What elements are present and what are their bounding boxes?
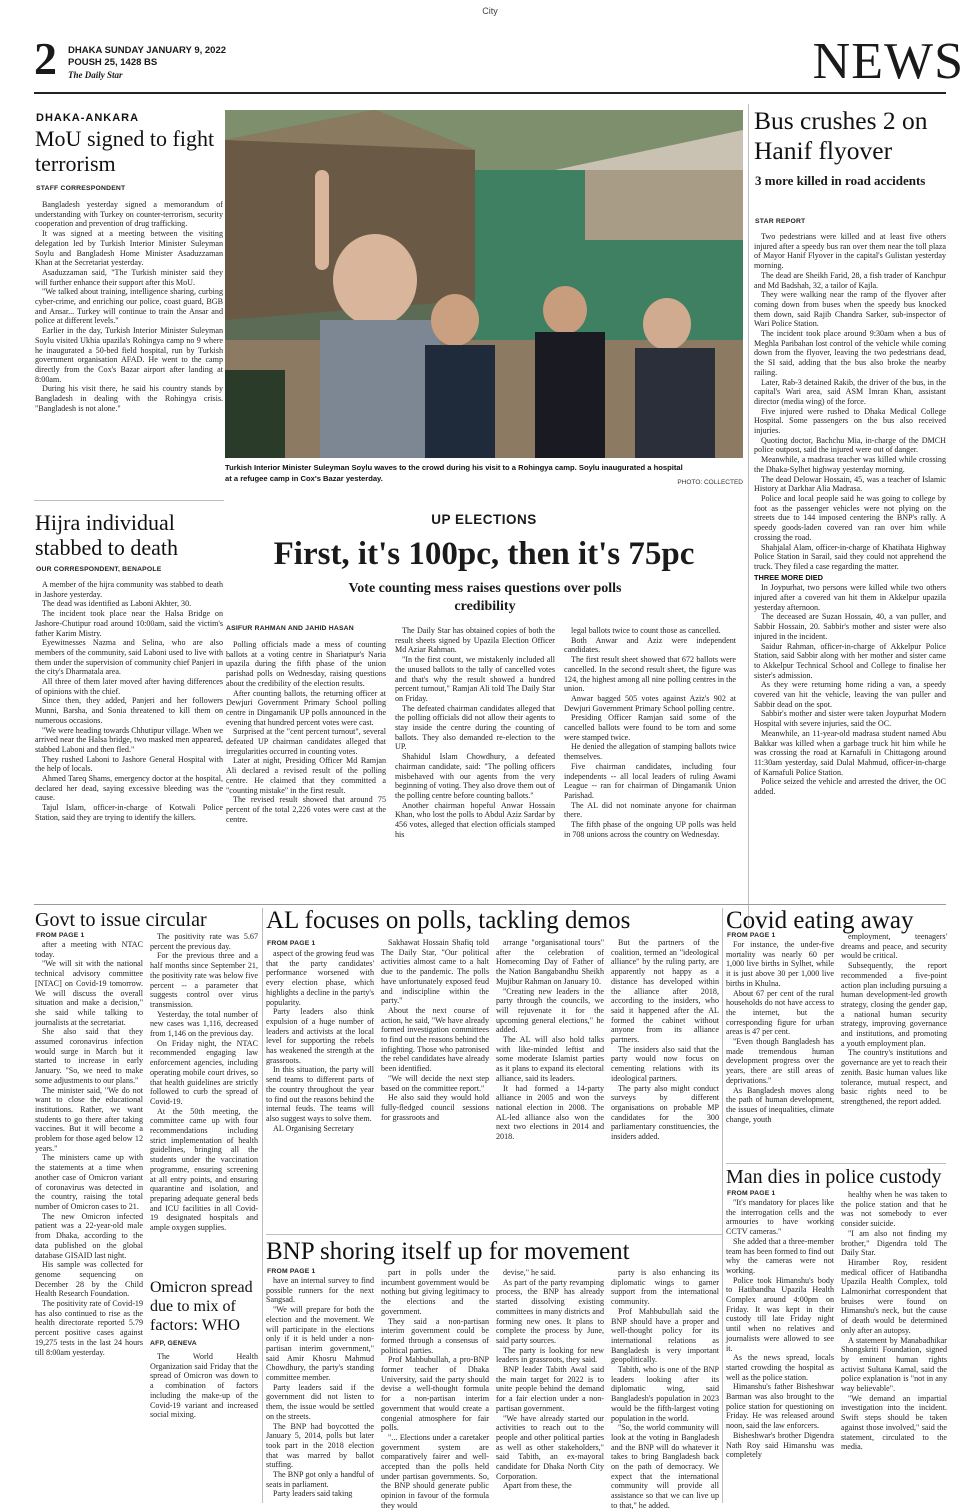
custody-headline: Man dies in police custody [726, 1166, 942, 1188]
bnp-col-3: devise," he said. As part of the party revamping process, the BNP has already started dissolving existing committees in many districts and forming new ones. It plans to complete the process by June, said party sources. The party is looking for new leaders in grassroots, they said. BNP leader Tabith Awal said the main target for 2022 is to unite people behind the demand for a fair election under a non-partisan government. "We have already started our activities to reach out to the people and other political parties as well as other stakeholders," said Tabith, an ex-mayoral candidate for Dhaka North City Corporation. Apart from these, the [496, 1268, 604, 1491]
omicron-byline: AFP, GENEVA [150, 1340, 197, 1347]
bnp-col-4: party is also enhancing its diplomatic wings to garner support from the international community. Prof Mahbubullah said the BNP should have a proper and well-thought policy for its international relations as Bangladesh is very important geopolitically. Tabith, who is one of the BNP leaders looking after its diplomatic wing, said Bangladesh's population in 2023 would be the fifth-largest voting population in the world. "So, the world community will look at the voting in Bangladesh and the BNP will do whatever it takes to bring Bangladesh back on the path of democracy. We expect that the international community will provide all assistance so that we can live up to that," he added. [611, 1268, 719, 1510]
bnp-col-2: part in polls under the incumbent government would be nothing but giving legitimacy to the elections and the government. They said a non-partisan interim government could be formed through a consensus of political parties. Prof Mahbubullah, a pro-BNP former teacher of Dhaka University, said the party should devise a well-thought formula for a non-partisan interim government that would create a congenial atmosphere for fair polls. "... Elections under a caretaker government system are comparatively fairer and well-accepted than the polls held under partisan governments. So, the BNP should generate public opinion in favour of the formula they would [381, 1268, 489, 1510]
govt-right-rule [262, 908, 263, 1503]
up-subhead: Vote counting mess raises questions over polls credibility [348, 581, 622, 614]
bus-subhead-three-died: THREE MORE DIED [754, 572, 823, 582]
bengali-date: POUSH 25, 1428 BS [68, 57, 158, 68]
bnp-col-1: have an internal survey to find possible runners for the next Sangsad. "We will prepare for both the election and the movement. We will participate in the elections only if it is held under a non-partisan interim government," said Amir Khosru Mahmud Chowdhury, the party's standing committee member. Party leaders said if the government did not listen to them, the issue would be settled on the streets. The BNP had boycotted the January 5, 2014, polls but later took part in the 2018 election that was marred by ballot stuffing. The BNP got only a handful of seats in parliament. Party leaders said taking [266, 1276, 374, 1499]
right-column-rule [748, 104, 749, 926]
paper-logo: The Daily Star [68, 70, 123, 80]
al-headline: AL focuses on polls, tackling demos [266, 907, 631, 934]
up-headline: First, it's 100pc, then it's 75pc [273, 536, 695, 572]
omicron-body: The World Health Organization said Friday that the spread of Omicron was down to a combination of factors including the make-up of the Covid-19 variant and increased social mixing. [150, 1352, 258, 1420]
mou-kicker: DHAKA-ANKARA [36, 112, 140, 124]
hijra-body: A member of the hijra community was stabbed to death in Jashore yesterday. The dead was identified as Laboni Akhter, 30. The incident took place near the Halsa Bridge on Jashore-Chutipur road around 10:00am, said the victim's father Karim Mistry. Eyewitnesses Nazma and Selina, who are also members of the community, said Laboni used to live with them under the supervision of community chief Panjeri in the city's Dharmatala area. All three of them later moved after having differences of opinions with the chief. Since then, they added, Panjeri and her followers Munni, Barsha, and Sonia threatened to kill them on numerous occasions. "We were heading towards Chhutipur village. When we arrived near the Halsa bridge, two masked men appeared, stabbed Laboni and then fled." They rushed Laboni to Jashore General Hospital with the help of locals. Ahmed Tareq Shams, emergency doctor at the hospital, declared her dead, saying excessive bleeding was the cause. Tajul Islam, officer-in-charge of Kotwali Police Station, said they are trying to identify the killers. [35, 580, 223, 822]
masthead-rule [34, 92, 946, 94]
masthead [34, 33, 964, 90]
mid-page-rule [34, 904, 946, 905]
hijra-byline: OUR CORRESPONDENT, BENAPOLE [36, 566, 162, 573]
covid-col-1: For instance, the under-five mortality was nearly 60 per 1,000 live births in Sylhet, while it is just above 30 per 1,000 live births in Khulna. About 67 per cent of the rural households do not have access to the internet, but the corresponding figure for urban areas is 47 per cent. "Even though Bangladesh has made tremendous human development progress over the years, there are still areas of deprivations." As Bangladesh moves along the path of human development, the issues of inequalities, climate change, youth [726, 940, 834, 1124]
date-line: DHAKA SUNDAY JANUARY 9, 2022 [68, 45, 227, 56]
section-banner: NEWS [812, 33, 964, 90]
covid-jump: FROM PAGE 1 [727, 932, 776, 939]
al-jump: FROM PAGE 1 [267, 940, 316, 947]
mou-headline: MoU signed to fight terrorism [35, 126, 215, 176]
hijra-headline: Hijra individual stabbed to death [35, 510, 178, 560]
al-col-3: arrange "organisational tours" after the celebration of Homecoming Day of Father of the Nation Bangabandhu Sheikh Mujibur Rahman on January 10. "Creating new leaders in the party through the councils, we will rejuvenate it for the upcoming general elections," he added. The AL will also hold talks with like-minded leftist and some moderate Islamist parties as it plans to expand its electoral alliance, said its leaders. It had formed a 14-party alliance in 2005 and won the national election in 2008. The AL-led alliance also won the next two elections in 2014 and 2018. [496, 938, 604, 1142]
up-kicker: UP ELECTIONS [431, 512, 537, 527]
news-photo [225, 110, 743, 458]
mou-byline: STAFF CORRESPONDENT [36, 185, 126, 192]
up-byline: ASIFUR RAHMAN AND JAHID HASAN [226, 625, 354, 632]
custody-jump: FROM PAGE 1 [727, 1190, 776, 1197]
covid-col-2: employment, teenagers' dreams and peace, and security would be critical. Subsequently, the report recommended a five-point action plan including pursuing a human development-led growth strategy, closing the gender gap, a national human security strategy, improving governance and institutions, and promoting a youth employment plan. The country's institutions and governance are yet to reach their zenith. Basic human values like tolerance, mutual respect, and basic rights need to be strengthened, the report added. [841, 932, 947, 1106]
up-col-1: Polling officials made a mess of counting ballots at a voting centre in Shariatpur's Naria upazila during the fifth phase of the union parishad polls on Wednesday, raising questions about the credibility of the election results. After counting ballots, the returning officer at Dewjuri Government Primary School polling centre in Dingamanik UP polls announced in the evening that hundred percent votes were cast. Surprised at the "cent percent turnout", several defeated UP chairman candidates alleged that irregularities occurred in counting votes. Later at night, Presiding Officer Md Ramjan Ali declared a revised result of the polling centre. He claimed that they committed a "counting mistake" in the first result. The revised result showed that around 75 percent of the total 2,226 votes were cast at the centre. [226, 640, 386, 824]
govt-col-2: The positivity rate was 5.67 percent the previous day. For the previous three and a half months since September 21, the positivity rate was below five percent -- a parameter that suggests control over virus transmission. Yesterday, the total number of new cases was 1,116, decreased from 1,146 on the previous day. On Friday night, the NTAC recommended engaging law enforcement agencies, including operating mobile court drives, so that health guidelines are strictly followed to curb the spread of Covid-19. At the 50th meeting, the committee came up with four recommendations including strict implementation of health guidelines, bringing all the students under the vaccination programme, ensuring screening at all entry points, and ensuring quarantine and isolation, and preparing adequate general beds and ICU facilities in all Covid-19 designated hospitals and ample oxygen supplies. [150, 932, 258, 1233]
custody-col-1: "It's mandatory for places like the interrogation cells and the armouries to have working CCTV cameras." She added that a three-member team has been formed to find out why the cameras were not working. Police took Himanshu's body to Hatibandha Upazila Health Complex around 4:00pm on Friday. It was kept in their custody till late Friday night until when no relatives and journalists were allowed to see it. As the news spread, locals started crowding the hospital as well as the police station. Himanshu's father Bisheshwar Barman was also brought to the police station for questioning on Friday. He was released around noon, said the law enforcers. Bisheshwar's brother Digendra Nath Roy said Himanshu was completely [726, 1198, 834, 1460]
bus-subhead: 3 more killed in road accidents [755, 173, 926, 188]
govt-jump: FROM PAGE 1 [36, 932, 85, 939]
photo-credit: PHOTO: COLLECTED [677, 479, 743, 486]
omicron-headline: Omicron spread due to mix of factors: WHO [150, 1279, 253, 1334]
covid-headline: Covid eating away [726, 907, 914, 934]
al-col-2: Sakhawat Hossain Shafiq told The Daily Star, "Our political activities almost came to a halt due to the pandemic. The polls have unfortunately exposed feud and indiscipline within the party." About the next course of action, he said, "We have already formed investigation committees to find out the reasons behind the infighting. Those who patronised the rebel candidates have already been identified. "We will decide the next step based on the committee report." He also said they would hold fully-fledged council sessions for grassroots and [381, 938, 489, 1122]
al-col-1: aspect of the growing feud was that the party candidates' performance worsened with every election phase, which highlights a decline in the party's popularity. Party leaders also think expulsion of a huge number of leaders and activists at the local level for supporting the rebels has weakened the strength at the grassroots. In this situation, the party will send teams to different parts of the country throughout the year to find out the reasons behind the internal feuds. The teams will also suggest ways to solve them. AL Organising Secretary [266, 949, 374, 1133]
photo-illustration [225, 110, 743, 458]
up-col-2: The Daily Star has obtained copies of both the result sheets signed by Upazila Election Officer Md Aziar Rahman. "In the first count, we mistakenly included all the unused ballots to the tally of cancelled votes and that's why the result showed a hundred percent turnout," Ramjan Ali told The Daily Star on Friday. The defeated chairman candidates alleged that the polling officials did not allow their agents to stay inside the centre during the counting of ballots. They also demanded re-election to the UP. Shahidul Islam Chowdhury, a defeated chairman candidate, said: "The polling officers misbehaved with our agents from the very beginning of voting. They also drove them out of the polling centre before counting ballots." Another chairman hopeful Anwar Hossain Khan, who lost the polls to Abdul Aziz Sardar by 456 votes, alleged that election officials stamped his [395, 626, 555, 839]
al-bottom-rule [266, 1234, 722, 1235]
bnp-headline: BNP shoring itself up for movement [266, 1238, 630, 1265]
page-number: 2 [34, 33, 57, 84]
up-col-3: legal ballots twice to count those as cancelled. Both Anwar and Aziz were independent candidates. The first result sheet showed that 672 ballots were cancelled. In the second result sheet, the figure was 124, the highest among all nine polling centres in the union. Anwar bagged 505 votes against Aziz's 902 at Dewjuri Government Primary School polling centre. Presiding Officer Ramjan said some of the cancelled ballots were found to be torn and some were stamped twice. He denied the allegation of stamping ballots twice themselves. Five chairman candidates, including four independents -- all local leaders of ruling Awami League -- ran for chairman of Dingamanik Union Parishad. The AL did not nominate anyone for chairman there. The fifth phase of the ongoing UP polls was held in 708 unions across the country on Wednesday. [564, 626, 736, 839]
bnp-jump: FROM PAGE 1 [267, 1268, 316, 1275]
bus-byline: STAR REPORT [755, 218, 806, 225]
govt-headline: Govt to issue circular [35, 909, 207, 931]
mou-body: Bangladesh yesterday signed a memorandum of understanding with Turkey on counter-terrorism, security cooperation and prevention of drug trafficking. It was signed at a meeting between the visiting delegation led by Turkish Interior Minister Suleyman Soylu and Bangladesh Home Minister Asaduzzaman Khan at the Secretariat yesterday. Asaduzzaman said, "The Turkish minister said they will further enhance their support after this MoU. "We talked about training, intelligence sharing, curbing cyber-crime, and enriching our police, coast guard, BGB and Ansar... Turkey will continue to train the Ansar and police at different levels." Earlier in the day, Turkish Interior Minister Suleyman Soylu visited Ukhia upazila's Rohingya camp no 9 where he inaugurated a 50-bed field hospital, run by Turkish government organisation AFAD. He went to the camp directly from the Cox's Bazar airport after landing at 8:00am. During his visit there, he said his country stands by Bangladesh in dealing with the Rohingya crisis. "Bangladesh is not alone." [35, 200, 223, 413]
govt-col-1: after a meeting with NTAC today. "We will sit with the national technical advisory committee [NTAC] on Covid-19 tomorrow. We will discuss the overall situation and make a decision," she said while talking to journalists at the secretariat. She also said that they assumed coronavirus infection would surge in March but it started to increase in early January. "So, we need to make some adjustments to our plans." The minister said, "We do not want to close the educational institutions. Rather, we want students to go there after taking vaccines. But it will become a problem for those aged below 12 years." The ministers came up with the statements at a time when another case of Omicron variant of coronavirus was detected in the country, raising the total number of Omicron cases to 21. The new Omicron infected patient was a 22-year-old male from Dhaka, according to the data published on the global database GISAID last night. His sample was collected for genome sequencing on December 28 by the Child Health Research Foundation. The positivity rate of Covid-19 has also continued to rise as the health directorate reported 5.79 percent positive cases against 19,275 tests in the last 24 hours till 8:00am yesterday. [35, 940, 143, 1357]
mou-bottom-rule [34, 500, 224, 501]
custody-col-2: healthy when he was taken to the police station and that he was not somebody to ever consider suicide. "I am also not finding my brother," Digendra told The Daily Star. Hiramber Roy, resident medical officer of Hatibandha Upazila Health Complex, told Lalmonirhat correspondent that bruises were found on Himanshu's neck, but the cause of death would be determined only after an autopsy. A statement by Manabadhikar Shongskriti Foundation, signed by eminent human rights activist Sultana Kamal, said the police explanation is "not in any way believable". "We demand an impartial investigation into the incident. Swift steps should be taken against those involved," said the statement, circulated to the media. [841, 1190, 947, 1452]
al-col-4: But the partners of the coalition, termed an "ideological alliance" by the ruling party, are apparently not happy as a distance has developed within the alliance after 2018, according to the insiders, who said it happened after the AL formed the cabinet without anyone from its alliance partners. The insiders also said that the party would now focus on cementing relations with its ideological partners. The party also might conduct surveys by different organisations on probable MP candidates for the 300 parliamentary constituencies, the insiders added. [611, 938, 719, 1142]
covid-bottom-rule [726, 1163, 946, 1164]
photo-caption: Turkish Interior Minister Suleyman Soylu waves to the crowd during his visit to a Rohingya camp. Soylu inaugurated a hospital at a refugee camp in Cox's Bazar yesterday. [225, 463, 683, 483]
bus-body: Two pedestrians were killed and at least five others injured after a speedy bus ran over them near the toll plaza of Mayor Hanif Flyover in the capital's Gulistan yesterday morning. The dead are Sheikh Farid, 28, a fish trader of Kanchpur and Md Badshah, 32, a tailor of Kajla. They were walking near the ramp of the flyover after coming down from buses when the speedy bus knocked them down, said Rajib Chandra Sarker, sub-inspector of Wari Police Station. The incident took place around 9:30am when a bus of Meghla Paribahan lost control of the vehicle while coming down from the flyover, leaving the two pedestrians dead, the SI said, adding that the bus also broke the nearby railing. Later, Rab-3 detained Rakib, the driver of the bus, in the capital's Wari area, said ASM Imran Khan, assistant director (media wing) of the force. Five injured were rushed to Dhaka Medical College Hospital. Some passengers on the bus also received injuries. Quoting doctor, Bachchu Mia, in-charge of the DMCH police outpost, said the injured were out of danger. Meanwhile, a madrasa teacher was killed while crossing the Dhaka-Sylhet highway yesterday morning. The dead Delowar Hossain, 45, was a teacher of Islamic History at Darkhar Alia Madrasa. Police and local people said he was going to college by foot as the passenger vehicles were not plying on the streets due to 144 imposed centering the BNP's rally. A speedy goods-laden covered van ran over him while crossing the road. Shahjalal Alam, officer-in-charge of Khatihata Highway Police Station in Sarail, said they could not apprehend the truck. They filed a case regarding the matter. THREE MORE DIED In Joypurhat, two persons were killed while two others injured after a covered van hit them in Akkelpur upazila yesterday afternoon. The deceased are Suzan Hossain, 40, a van puller, and Sabbir Hossain, 20. Sabbir's mother and sister were also injured in the incident. Saidur Rahman, officer-in-charge of Akkelpur Police Station, said Sabbir along with her mother and sister came to Akkelpur Technical School and College to finalise her sister's admission. As they were returning home riding a van, a speedy covered van hit the vehicle, leaving the van puller and Sabbir dead on the spot. Sabbir's mother and sister were taken Joypurhat Modern Hospital with severe injuries, said the OC. Meanwhile, an 11-year-old madrasa student named Abu Bakkar was killed when a garbage truck hit him while he was crossing the road at Karnafuli in Chittagong around 11:30am yesterday, said Dulal Mahmud, officer-in-charge of Karnafuli Police Station. Police seized the vehicle and arrested the driver, the OC added. [754, 232, 946, 797]
center-right-rule [722, 908, 723, 1503]
bus-headline: Bus crushes 2 on Hanif flyover [754, 106, 928, 165]
section-label: City [482, 6, 498, 16]
